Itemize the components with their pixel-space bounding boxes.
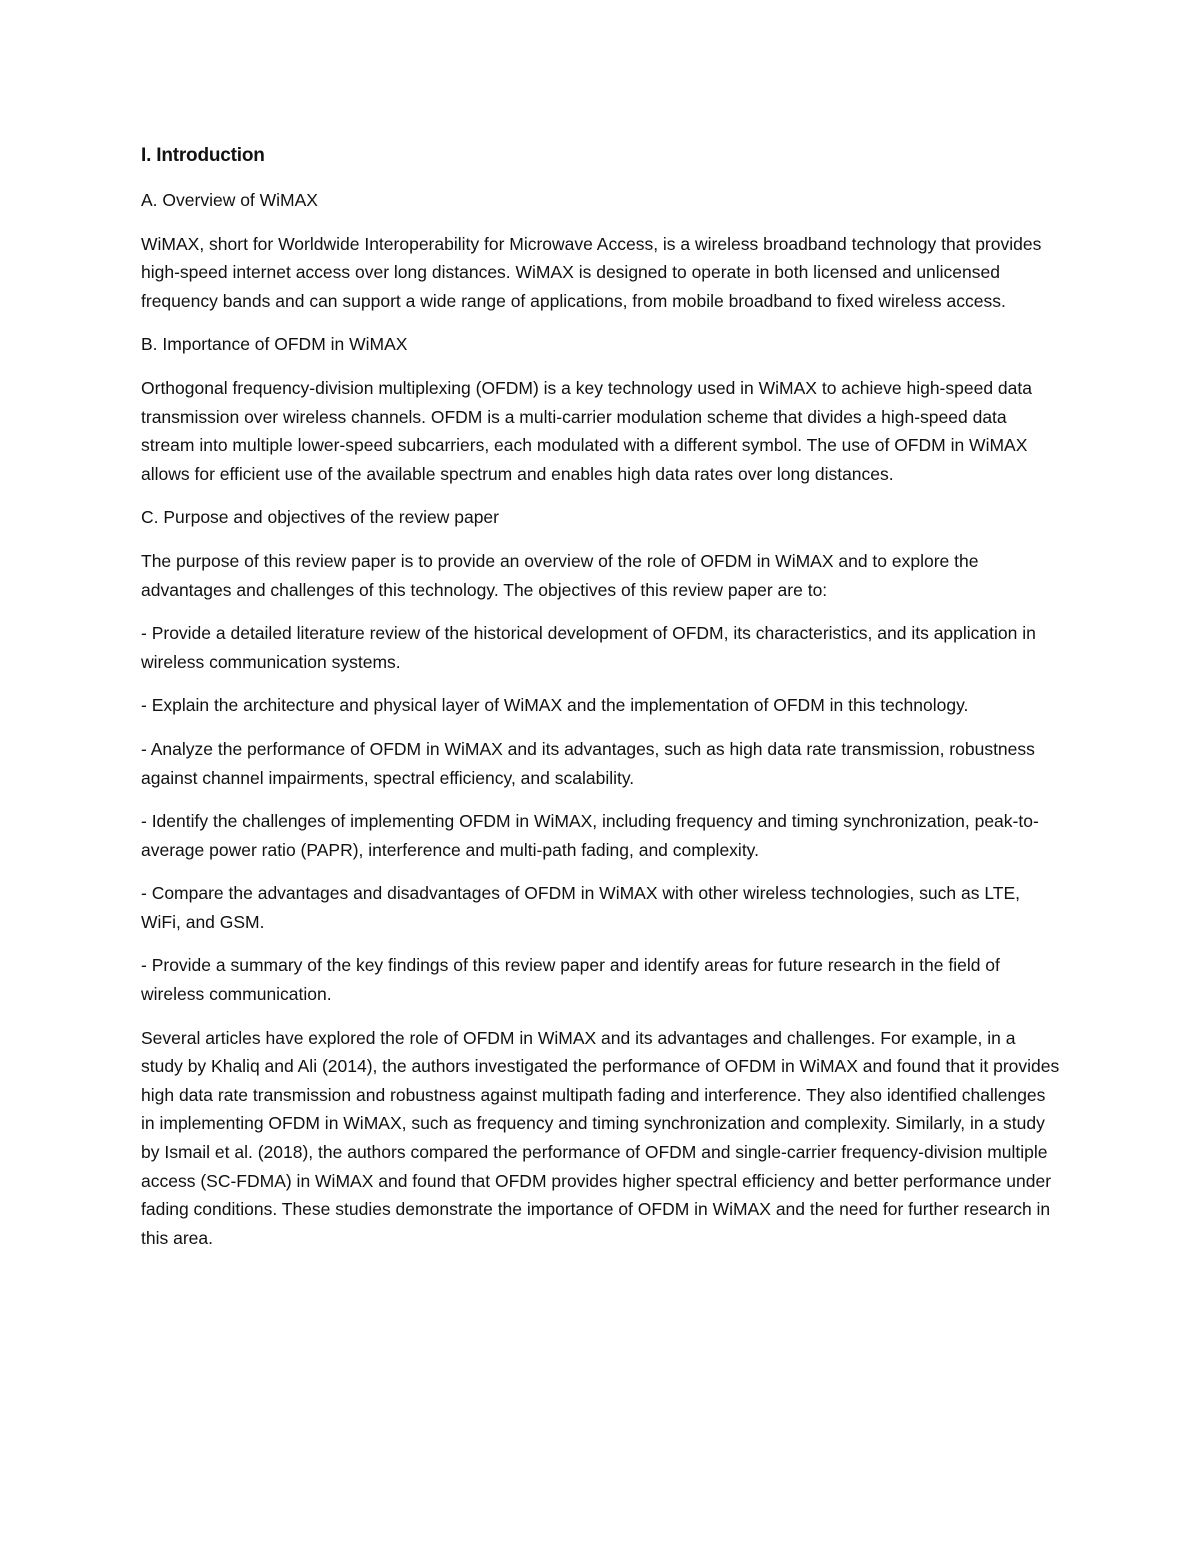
document-body: [141, 142, 1061, 1267]
paragraph-purpose-intro: The purpose of this review paper is to provide an overview of the role of OFDM in WiMAX and to explore the advantages and challenges of this technology. The objectives of this review paper are to:: [141, 550, 979, 600]
objective-item: - Provide a detailed literature review of the historical development of OFDM, its characteristics, and its application in wireless communication systems.: [141, 623, 1036, 672]
objective-item: - Identify the challenges of implementing OFDM in WiMAX, including frequency and timing synchronization, peak-to-average power ratio (PAPR), interference and multi-path fading, and complexity.: [141, 811, 1039, 860]
paragraph-ofdm-importance: Orthogonal frequency-division multiplexing (OFDM) is a key technology used in WiMAX to achieve high-speed data transmission over wireless channels. OFDM is a multi-carrier modulation scheme that divides a high-speed data stream into multiple lower-speed subcarriers, each modulated with a different symbol. The use of OFDM in WiMAX allows for efficient use of the available spectrum and enables high data rates over long distances.: [141, 377, 1032, 484]
section-importance: [141, 330, 1061, 488]
objective-item: - Provide a summary of the key findings of this review paper and identify areas for future research in the field of wireless communication.: [141, 955, 1000, 1005]
objective-item: - Explain the architecture and physical layer of WiMAX and the implementation of OFDM in this technology.: [141, 695, 969, 716]
objective-item: - Analyze the performance of OFDM in WiMAX and its advantages, such as high data rate transmission, robustness against channel impairments, spectral efficiency, and scalability.: [141, 738, 1035, 788]
subsection-title-purpose: C. Purpose and objectives of the review paper: [141, 507, 499, 528]
objective-item: - Compare the advantages and disadvantages of OFDM in WiMAX with other wireless technologies, such as LTE, WiFi, and GSM.: [141, 883, 1020, 932]
section-heading: I. Introduction: [141, 145, 265, 166]
subsection-title-overview: A. Overview of WiMAX: [141, 190, 318, 210]
paragraph-wimax-overview: WiMAX, short for Worldwide Interoperability for Microwave Access, is a wireless broadband technology that provides high-speed internet access over long distances. WiMAX is designed to operate in both licensed and unlicensed frequency bands and can support a wide range of applications, from mobile broadband to fixed wireless access.: [141, 233, 1042, 311]
section-purpose: [141, 503, 1061, 1252]
section-overview: [141, 186, 1061, 315]
subsection-title-importance: B. Importance of OFDM in WiMAX: [141, 334, 408, 355]
paragraph-related-studies: Several articles have explored the role of OFDM in WiMAX and its advantages and challenges. For example, in a study by Khaliq and Ali (2014), the authors investigated the performance of OFDM in WiMAX and found that it provides high data rate transmission and robustness against multipath fading and interference. They also identified challenges in implementing OFDM in WiMAX, such as frequency and timing synchronization and complexity. Similarly, in a study by Ismail et al. (2018), the authors compared the performance of OFDM and single-carrier frequency-division multiple access (SC-FDMA) in WiMAX and found that OFDM provides higher spectral efficiency and better performance under fading conditions. These studies demonstrate the importance of OFDM in WiMAX and the need for further research in this area.: [141, 1027, 1060, 1248]
